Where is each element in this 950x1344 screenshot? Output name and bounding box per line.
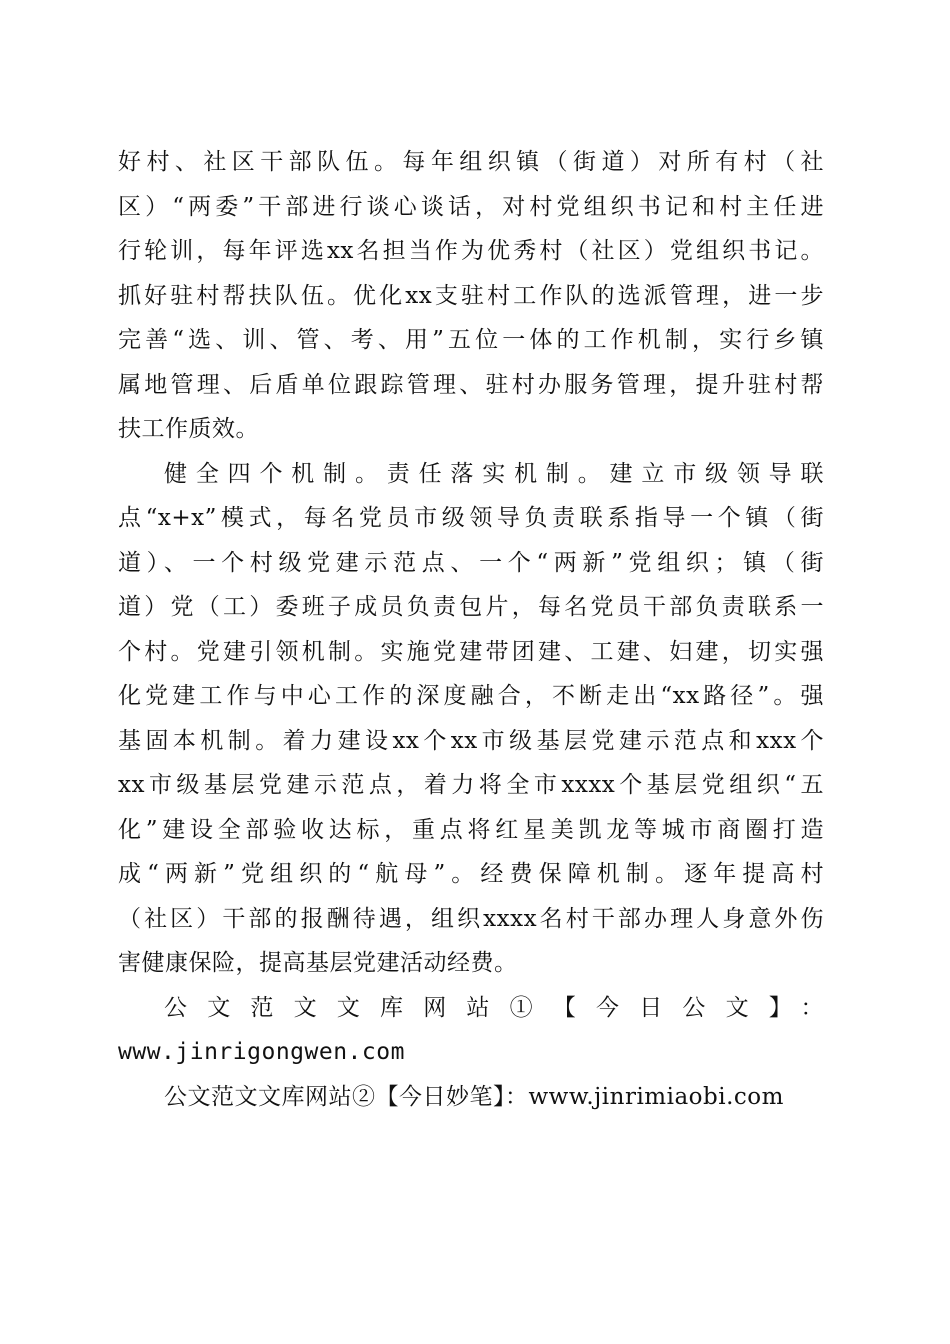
text-line: 好村、社区干部队伍。每年组织镇（街道）对所有村（社 [118,149,824,175]
text-line: 属地管理、后盾单位跟踪管理、驻村办服务管理，提升驻村帮 [118,371,824,398]
text-line: 化党建工作与中心工作的深度融合，不断走出“xx路径”。强 [118,683,824,709]
text-line: xx市级基层党建示范点，着力将全市xxxx个基层党组织“五 [118,772,824,798]
footer-link-jinrigongwen [118,986,824,1075]
text-line: 健全四个机制。责任落实机制。建立市级领导联 [164,460,824,487]
text-line: 道）党（工）委班子成员负责包片，每名党员干部负责联系一 [118,594,824,620]
footer-link-text[interactable]: 公文范文文库网站②【今日妙笔】：www.jinrimiaobi.com [164,1083,784,1110]
footer-link-label: 公文范文文库网站①【今日公文】： [164,994,824,1021]
text-line: 基固本机制。着力建设xx个xx市级基层党建示范点和xxx个 [118,727,824,754]
text-line: （社区）干部的报酬待遇，组织xxxx名村干部办理人身意外伤 [118,905,824,932]
text-line: 完善“选、训、管、考、用”五位一体的工作机制，实行乡镇 [118,327,824,353]
paragraph-team-building [118,140,824,452]
text-line: 扶工作质效。 [118,416,259,442]
footer-link-url[interactable]: www.jinrigongwen.com [118,1039,405,1065]
document-page [118,140,824,1119]
text-line: 化”建设全部验收达标，重点将红星美凯龙等城市商圈打造 [118,816,824,843]
text-line: 区）“两委”干部进行谈心谈话，对村党组织书记和村主任进 [118,193,824,220]
paragraph-four-mechanisms [118,452,824,986]
text-line: 抓好驻村帮扶队伍。优化xx支驻村工作队的选派管理，进一步 [118,282,824,309]
text-line: 道）、一个村级党建示范点、一个“两新”党组织；镇（街 [118,549,824,576]
text-line: 害健康保险，提高基层党建活动经费。 [118,950,518,976]
text-line: 成“两新”党组织的“航母”。经费保障机制。逐年提高村 [118,861,824,887]
text-line: 点“x+x”模式，每名党员市级领导负责联系指导一个镇（街 [118,505,824,531]
footer-link-jinrimiaobi[interactable] [118,1075,824,1120]
text-line: 行轮训，每年评选xx名担当作为优秀村（社区）党组织书记。 [118,238,824,264]
text-line: 个村。党建引领机制。实施党建带团建、工建、妇建，切实强 [118,638,824,665]
